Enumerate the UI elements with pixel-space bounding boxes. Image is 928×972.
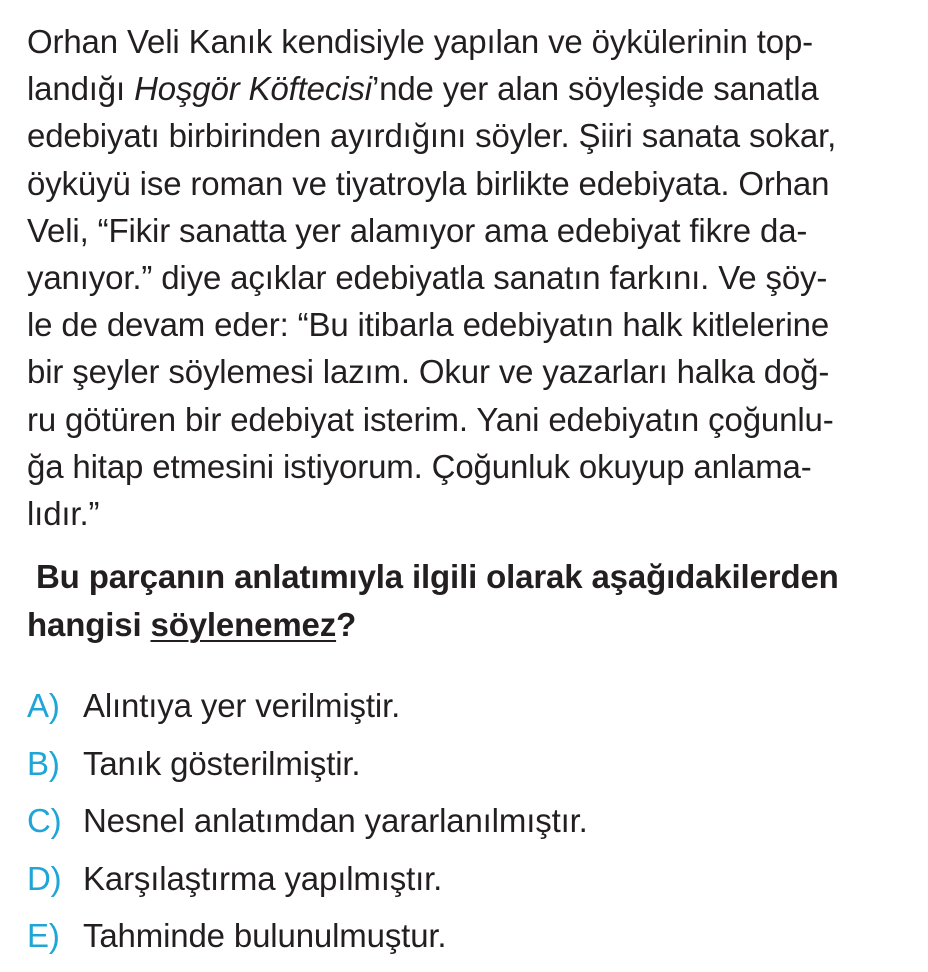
option-a[interactable] [27, 684, 907, 742]
option-letter: B) [27, 744, 60, 782]
passage-line: landığı Hoşgör Köftecisi’nde yer alan söyleşide sanatla [27, 70, 819, 108]
answer-options [27, 684, 907, 972]
option-letter: C) [27, 802, 62, 839]
option-b[interactable] [27, 742, 907, 800]
passage-line: bir şeyler söylemesi lazım. Okur ve yazarları halka doğ- [27, 353, 830, 391]
option-d[interactable] [27, 857, 907, 915]
option-letter: A) [27, 687, 60, 724]
passage-line: Orhan Veli Kanık kendisiyle yapılan ve öykülerinin top- [27, 23, 814, 60]
question-line: hangisi söylenemez? [27, 606, 357, 643]
option-text: Karşılaştırma yapılmıştır. [83, 859, 443, 897]
question-line: Bu parçanın anlatımıyla ilgili olarak aşağıdakilerden [36, 558, 839, 595]
option-letter: D) [27, 859, 62, 897]
passage-line: Veli, “Fikir sanatta yer alamıyor ama edebiyat fikre da- [27, 211, 808, 249]
passage-line: yanıyor.” diye açıklar edebiyatla sanatın farkını. Ve şöy- [27, 258, 828, 296]
option-text: Nesnel anlatımdan yararlanılmıştır. [83, 802, 588, 839]
negative-keyword: söylenemez [150, 606, 337, 643]
passage-line: le de devam eder: “Bu itibarla edebiyatın halk kitlelerine [27, 306, 830, 344]
book-title: Hoşgör Köftecisi [134, 70, 372, 108]
option-c[interactable] [27, 799, 907, 857]
option-text: Alıntıya yer verilmiştir. [83, 687, 401, 724]
option-text: Tahminde bulunulmuştur. [83, 917, 447, 954]
passage-line: lıdır.” [27, 494, 100, 532]
option-e[interactable] [27, 914, 907, 972]
passage-line: ğa hitap etmesini istiyorum. Çoğunluk okuyup anlama- [27, 447, 812, 485]
option-letter: E) [27, 917, 60, 954]
passage [27, 18, 907, 537]
passage-line: edebiyatı birbirinden ayırdığını söyler. Şiiri sanata sokar, [27, 117, 837, 155]
question-stem [27, 553, 907, 649]
passage-line: ru götüren bir edebiyat isterim. Yani edebiyatın çoğunlu- [27, 400, 834, 438]
passage-line: öyküyü ise roman ve tiyatroyla birlikte edebiyata. Orhan [27, 164, 830, 202]
option-text: Tanık gösterilmiştir. [83, 744, 361, 782]
